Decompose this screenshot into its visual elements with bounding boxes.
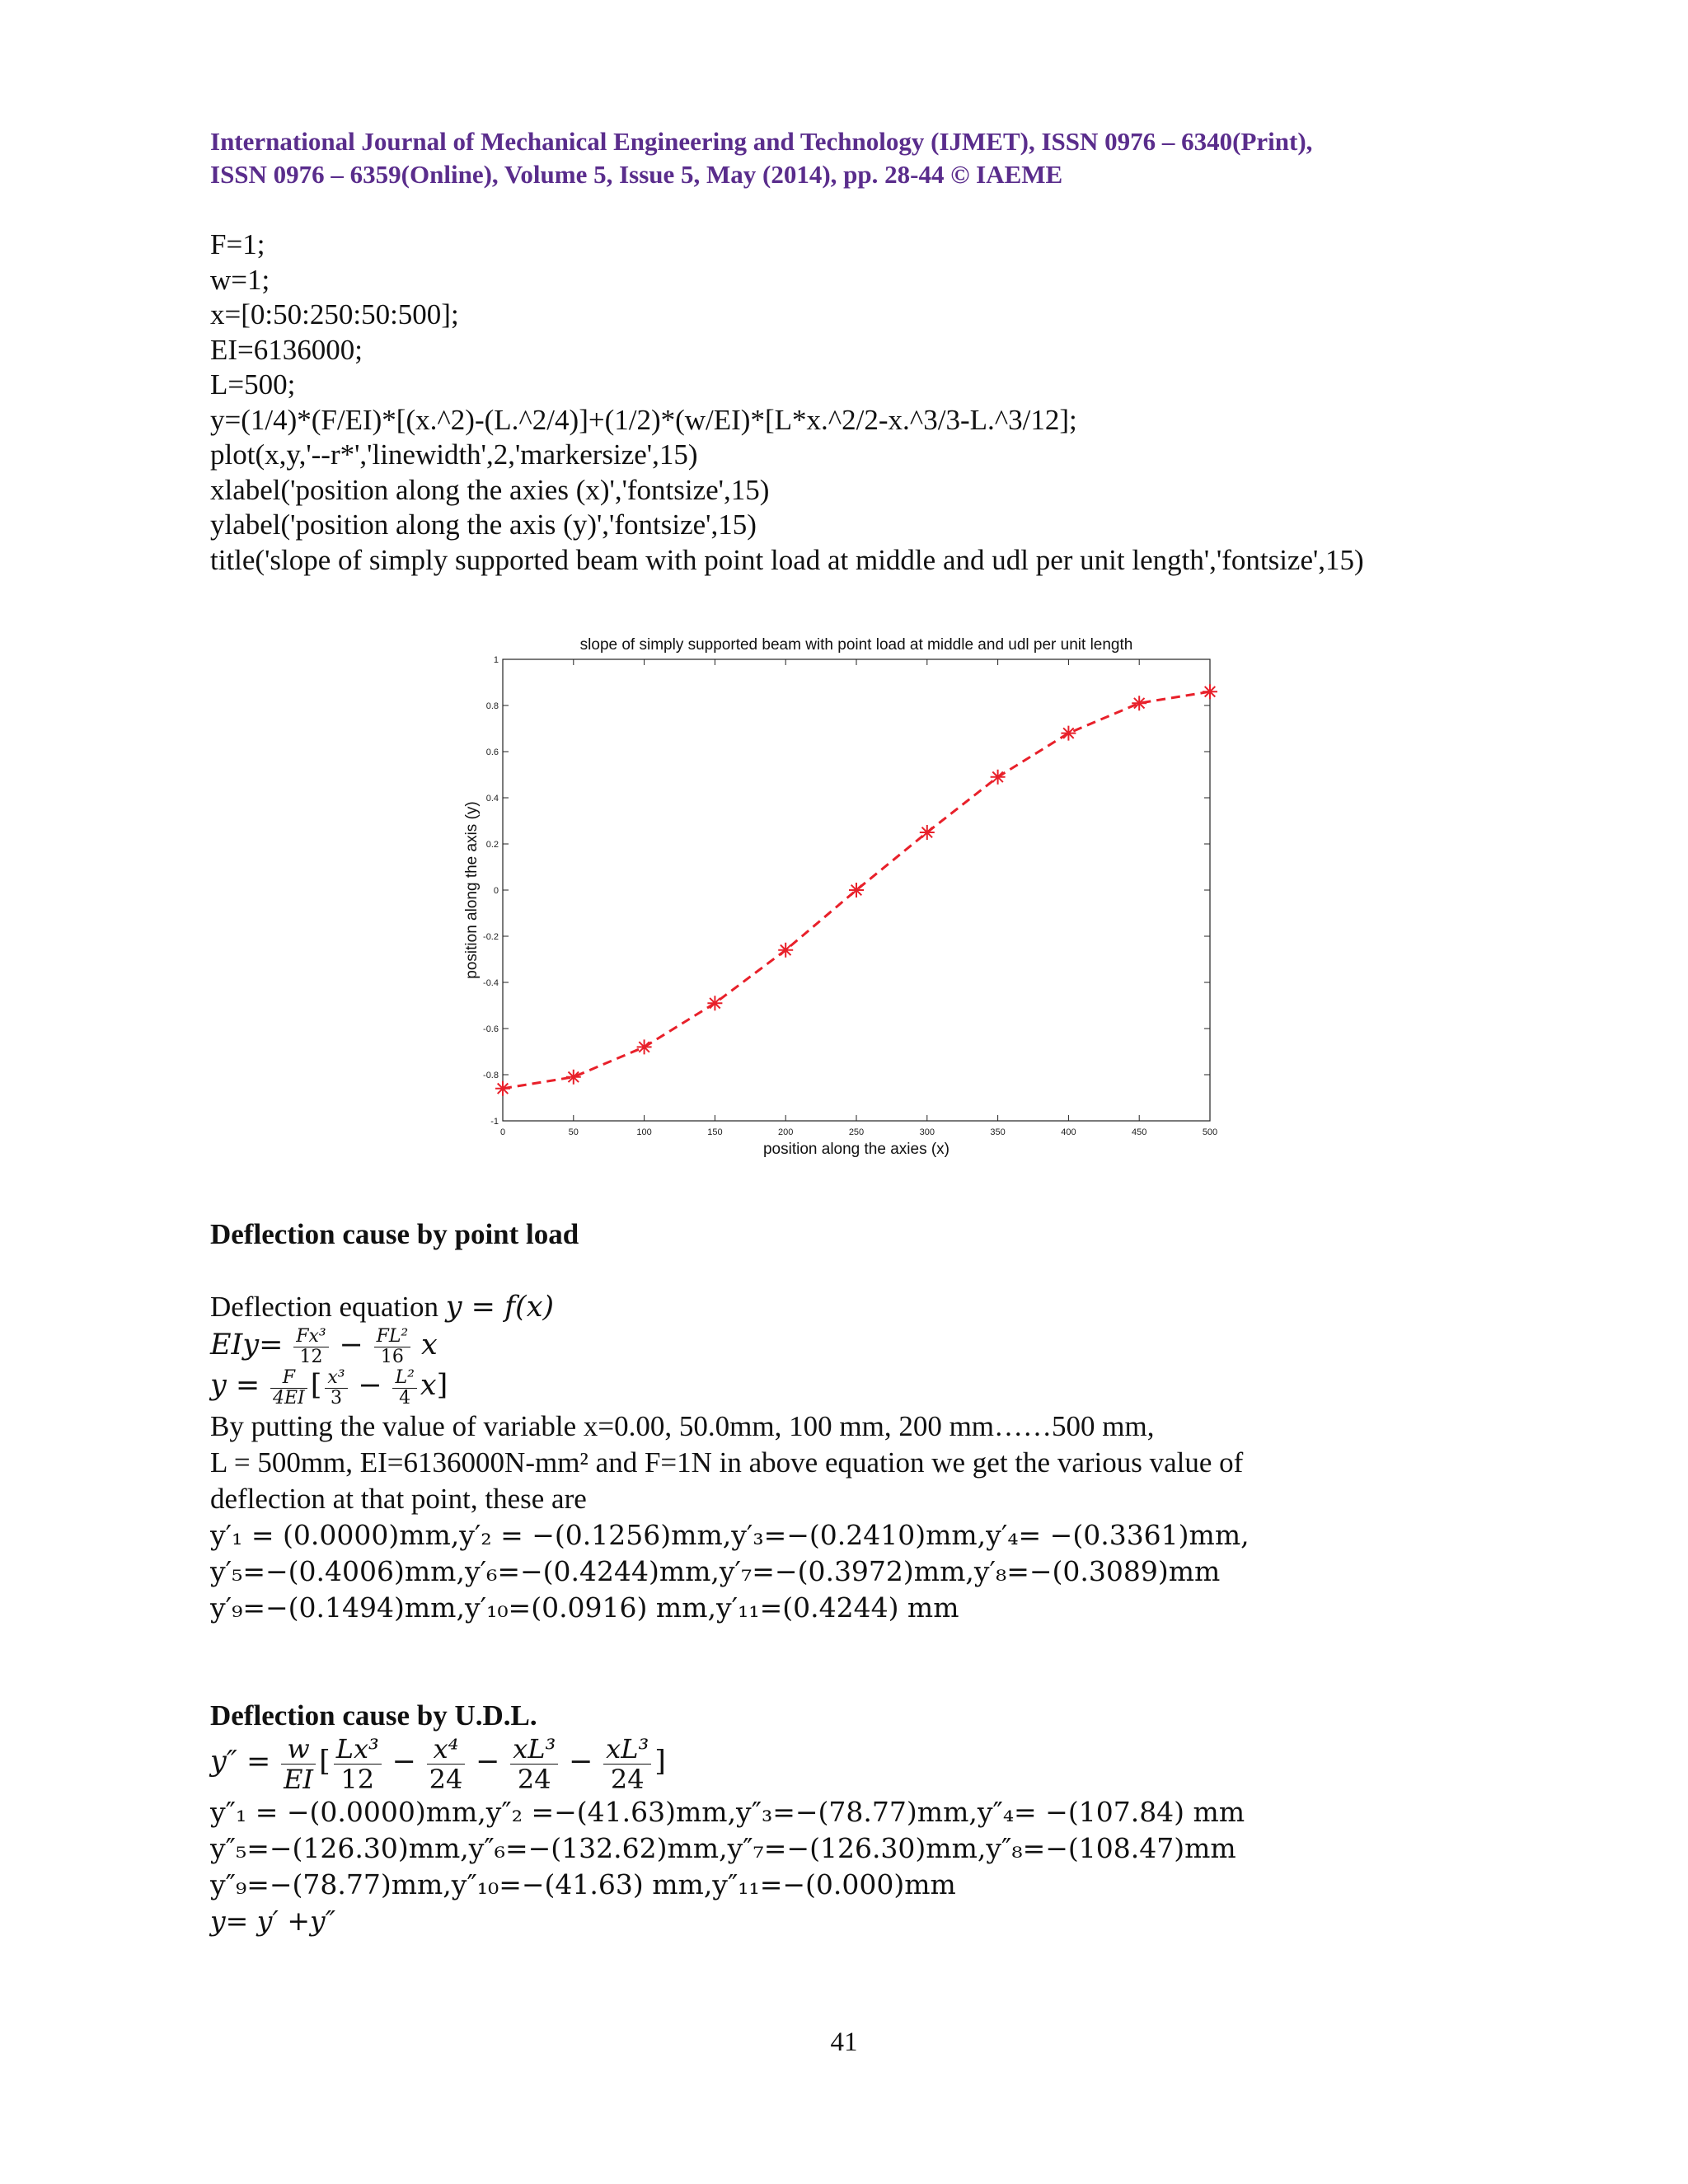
y-tick-label: -0.4 <box>483 978 499 988</box>
deflection-equation-intro <box>210 1289 1529 1325</box>
putting-text-2: L = 500mm, EI=6136000N-mm² and F=1N in above equation we get the various value of <box>210 1446 1244 1479</box>
matlab-code-block <box>210 227 1562 578</box>
code-line: EI=6136000; <box>210 333 363 366</box>
x-tick-label: 200 <box>778 1127 794 1137</box>
point-load-values-1: y′₁ = (0.0000)mm,y′₂ = −(0.1256)mm,y′₃=−(0.2410)mm,y′₄= −(0.3361)mm, <box>210 1518 1250 1551</box>
x-tick-label: 300 <box>919 1127 935 1137</box>
code-line: title('slope of simply supported beam with point load at middle and udl per unit length','fontsize',15) <box>210 543 1364 576</box>
x-tick-label: 150 <box>707 1127 723 1137</box>
fraction-lx3-12: $\frac{\text{Lx³}}{12}$ <box>334 1734 382 1794</box>
fraction-w-ei: $\frac{w}{EI}$ <box>281 1734 316 1794</box>
fraction-l2-4: $\frac{\text{L²}}{4}$ <box>392 1368 416 1408</box>
putting-text-3: deflection at that point, these are <box>210 1482 587 1515</box>
y-tick-label: 0 <box>493 886 499 896</box>
deflection-equations <box>210 1289 1529 1626</box>
udl-section <box>210 1698 1529 1939</box>
fraction-xl3-24-a: $\frac{\text{xL³}}{24}$ <box>510 1734 558 1794</box>
code-line: w=1; <box>210 263 270 296</box>
deflection-equation-text: Deflection equation <box>210 1291 438 1323</box>
point-load-values-3: y′₉=−(0.1494)mm,y′₁₀=(0.0916) mm,y′₁₁=(0.4244) mm <box>210 1591 959 1624</box>
x-tick-label: 350 <box>990 1127 1006 1137</box>
sum-equation: y= y′ +y″ <box>210 1905 336 1937</box>
x-tick-label: 50 <box>568 1127 579 1137</box>
y-tick-label: -1 <box>490 1117 499 1127</box>
eq2-left: y = <box>210 1369 260 1403</box>
fraction-fx3-12: $\frac{\text{Fx³}}{12}$ <box>293 1327 329 1367</box>
equation-eiy: EIy= $\frac{\text{Fx³}}{12}$ − $\frac{\text{FL²}}{16}$ x <box>210 1326 438 1368</box>
y-tick-label: -0.8 <box>483 1071 499 1080</box>
fraction-f-4ei: $\frac{F}{4EI}$ <box>270 1368 307 1408</box>
code-line: plot(x,y,'--r*','linewidth',2,'markersize',15) <box>210 438 698 471</box>
x-tick-label: 100 <box>636 1127 652 1137</box>
journal-header <box>210 125 1512 191</box>
udl-values-1: y″₁ = −(0.0000)mm,y″₂ =−(41.63)mm,y″₃=−(78.77)mm,y″₄= −(107.84) mm <box>210 1796 1245 1828</box>
point-load-values-2: y′₅=−(0.4006)mm,y′₆=−(0.4244)mm,y′₇=−(0.3972)mm,y′₈=−(0.3089)mm <box>210 1554 1221 1587</box>
putting-text-1: By putting the value of variable x=0.00, 50.0mm, 100 mm, 200 mm……500 mm, <box>210 1409 1155 1442</box>
y-tick-label: -0.2 <box>483 932 499 942</box>
code-line: L=500; <box>210 368 296 401</box>
x-tick-label: 450 <box>1132 1127 1147 1137</box>
page-number: 41 <box>830 2027 858 2057</box>
journal-header-line-2: ISSN 0976 – 6359(Online), Volume 5, Issue 5, May (2014), pp. 28-44 © IAEME <box>210 160 1063 189</box>
udl-values-2: y″₅=−(126.30)mm,y″₆=−(132.62)mm,y″₇=−(126.30)mm,y″₈=−(108.47)mm <box>210 1832 1236 1864</box>
y-tick-label: 1 <box>493 655 499 665</box>
x-tick-label: 500 <box>1202 1127 1218 1137</box>
x-tick-label: 0 <box>499 1127 506 1137</box>
code-line: xlabel('position along the axies (x)','fontsize',15) <box>210 473 770 506</box>
code-line: F=1; <box>210 228 265 260</box>
equation-y: y = $\frac{F}{4EI}$ [ $\frac{\text{x³}}{3}$ − $\frac{\text{L²}}{4}$ x] <box>210 1366 448 1408</box>
fraction-x3-3: $\frac{\text{x³}}{3}$ <box>325 1368 347 1408</box>
journal-header-line-1: International Journal of Mechanical Engineering and Technology (IJMET), ISSN 0976 – 6340(Print), <box>210 127 1313 156</box>
y-tick-label: -0.6 <box>483 1024 499 1034</box>
equation-udl: y″ = $\frac{w}{EI}$ [ $\frac{\text{Lx³}}{12}$ − $\frac{\text{x⁴}}{24}$ − $\frac{\text{xL³}}{24}$ − $\frac{\text{xL³}}{24}$ ] <box>210 1733 666 1795</box>
udl-values-3: y″₉=−(78.77)mm,y″₁₀=−(41.63) mm,y″₁₁=−(0.000)mm <box>210 1868 956 1900</box>
chart-title: slope of simply supported beam with point load at middle and udl per unit length <box>579 636 1133 654</box>
point-load-title: Deflection cause by point load <box>210 1218 579 1250</box>
point-load-section <box>210 1216 1529 1253</box>
y-tick-label: 0.4 <box>485 794 499 804</box>
equation-y-fx: y = f(x) <box>445 1291 555 1324</box>
code-line: x=[0:50:250:50:500]; <box>210 298 459 330</box>
udl-title: Deflection cause by U.D.L. <box>210 1699 537 1732</box>
y-tick-label: 0.2 <box>485 840 499 850</box>
slope-chart-svg <box>455 625 1230 1169</box>
x-axis-label: position along the axies (x) <box>762 1141 950 1158</box>
slope-chart <box>455 625 1230 1169</box>
x-tick-label: 400 <box>1061 1127 1076 1137</box>
eq1-left: EIy= <box>210 1329 284 1361</box>
code-line: ylabel('position along the axis (y)','fontsize',15) <box>210 509 757 541</box>
y-axis-label: position along the axis (y) <box>463 801 481 979</box>
code-line: y=(1/4)*(F/EI)*[(x.^2)-(L.^2/4)]+(1/2)*(w/EI)*[L*x.^2/2-x.^3/3-L.^3/12]; <box>210 403 1077 436</box>
eq3-left: y″ = <box>210 1745 271 1779</box>
fraction-x4-24: $\frac{\text{x⁴}}{24}$ <box>427 1734 466 1794</box>
fraction-fl2-16: $\frac{\text{FL²}}{16}$ <box>374 1327 411 1367</box>
y-tick-label: 0.8 <box>485 701 499 711</box>
fraction-xl3-24-b: $\frac{\text{xL³}}{24}$ <box>603 1734 651 1794</box>
x-tick-label: 250 <box>848 1127 865 1137</box>
y-tick-label: 0.6 <box>485 748 499 757</box>
